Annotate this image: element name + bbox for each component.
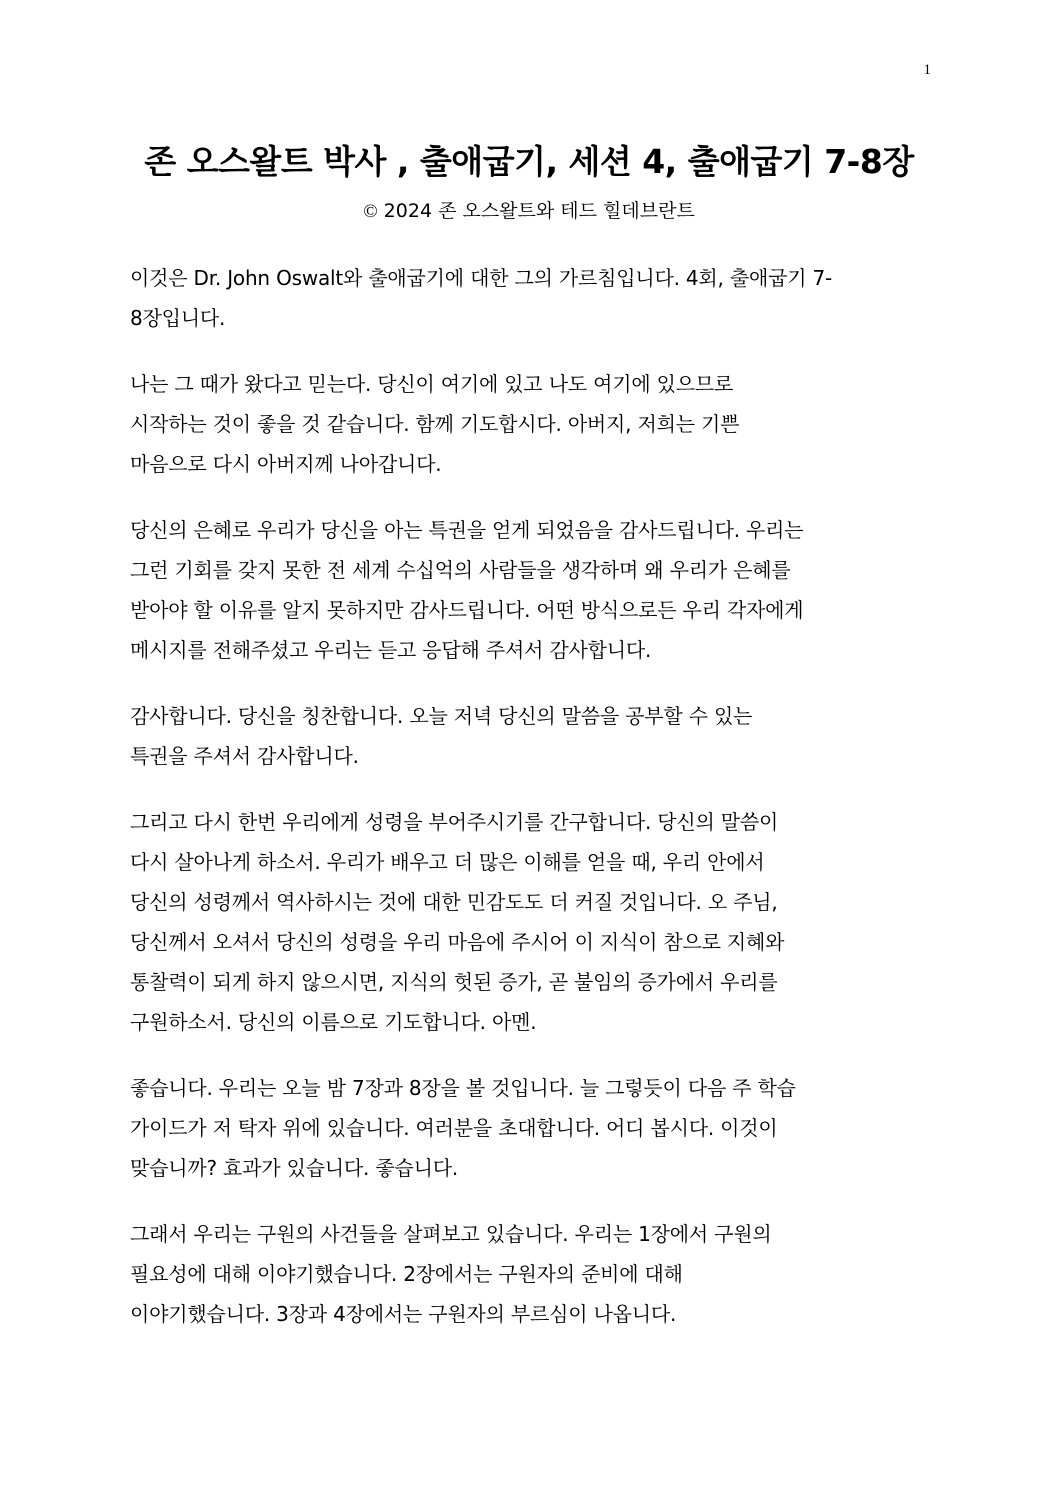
paragraph-line: 그리고 다시 한번 우리에게 성령을 부어주시기를 간구합니다. 당신의 말씀이 [130, 810, 779, 834]
paragraph-line: 받아야 할 이유를 알지 못하지만 감사드립니다. 어떤 방식으로든 우리 각자에게 [130, 598, 804, 622]
paragraph-line: 그래서 우리는 구원의 사건들을 살펴보고 있습니다. 우리는 1장에서 구원의 [130, 1222, 772, 1246]
paragraph-line: 메시지를 전해주셨고 우리는 듣고 응답해 주셔서 감사합니다. [130, 638, 652, 662]
paragraph-line: 다시 살아나게 하소서. 우리가 배우고 더 많은 이해를 얻을 때, 우리 안에서 [130, 850, 765, 874]
paragraph-line: 맞습니까? 효과가 있습니다. 좋습니다. [130, 1156, 459, 1180]
copyright-symbol: © [363, 201, 378, 222]
paragraph [130, 1068, 930, 1188]
paragraph [130, 802, 930, 1042]
paragraph [130, 1214, 930, 1334]
paragraph [130, 258, 930, 338]
copyright-text: 2024 존 오스왈트와 테드 힐데브란트 [377, 200, 695, 222]
paragraph-line: 당신의 성령께서 역사하시는 것에 대한 민감도도 더 커질 것입니다. 오 주님, [130, 890, 778, 914]
document-title: 존 오스왈트 박사 , 출애굽기, 세션 4, 출애굽기 7-8장 [144, 142, 914, 181]
paragraph-line: 특권을 주셔서 감사합니다. [130, 744, 359, 768]
paragraph-line: 가이드가 저 탁자 위에 있습니다. 여러분을 초대합니다. 어디 봅시다. 이것이 [130, 1116, 778, 1140]
paragraph-line: 좋습니다. 우리는 오늘 밤 7장과 8장을 볼 것입니다. 늘 그렇듯이 다음 주 학습 [130, 1076, 796, 1100]
paragraph-line: 그런 기회를 갖지 못한 전 세계 수십억의 사람들을 생각하며 왜 우리가 은혜를 [130, 558, 791, 582]
paragraph-line: 통찰력이 되게 하지 않으시면, 지식의 헛된 증가, 곧 불임의 증가에서 우리를 [130, 970, 778, 994]
paragraph-line: 당신께서 오셔서 당신의 성령을 우리 마음에 주시어 이 지식이 참으로 지혜와 [130, 930, 785, 954]
copyright-line [0, 196, 1058, 223]
paragraph [130, 510, 930, 670]
paragraph-line: 필요성에 대해 이야기했습니다. 2장에서는 구원자의 준비에 대해 [130, 1262, 683, 1286]
paragraph-line: 나는 그 때가 왔다고 믿는다. 당신이 여기에 있고 나도 여기에 있으므로 [130, 372, 734, 396]
paragraph-line: 이것은 Dr. John Oswalt와 출애굽기에 대한 그의 가르침입니다. 4회, 출애굽기 7- [130, 266, 833, 290]
paragraph-line: 당신의 은혜로 우리가 당신을 아는 특권을 얻게 되었음을 감사드립니다. 우리는 [130, 518, 804, 542]
paragraph-line: 감사합니다. 당신을 칭찬합니다. 오늘 저녁 당신의 말씀을 공부할 수 있는 [130, 704, 753, 728]
paragraph [130, 696, 930, 776]
paragraph-line: 시작하는 것이 좋을 것 같습니다. 함께 기도합시다. 아버지, 저희는 기쁜 [130, 412, 740, 436]
paragraph-line: 8장입니다. [130, 306, 226, 330]
document-body [130, 258, 930, 1360]
paragraph-line: 구원하소서. 당신의 이름으로 기도합니다. 아멘. [130, 1010, 537, 1034]
paragraph [130, 364, 930, 484]
paragraph-line: 이야기했습니다. 3장과 4장에서는 구원자의 부르심이 나옵니다. [130, 1302, 677, 1326]
paragraph-line: 마음으로 다시 아버지께 나아갑니다. [130, 452, 442, 476]
page-number: 1 [923, 62, 931, 78]
